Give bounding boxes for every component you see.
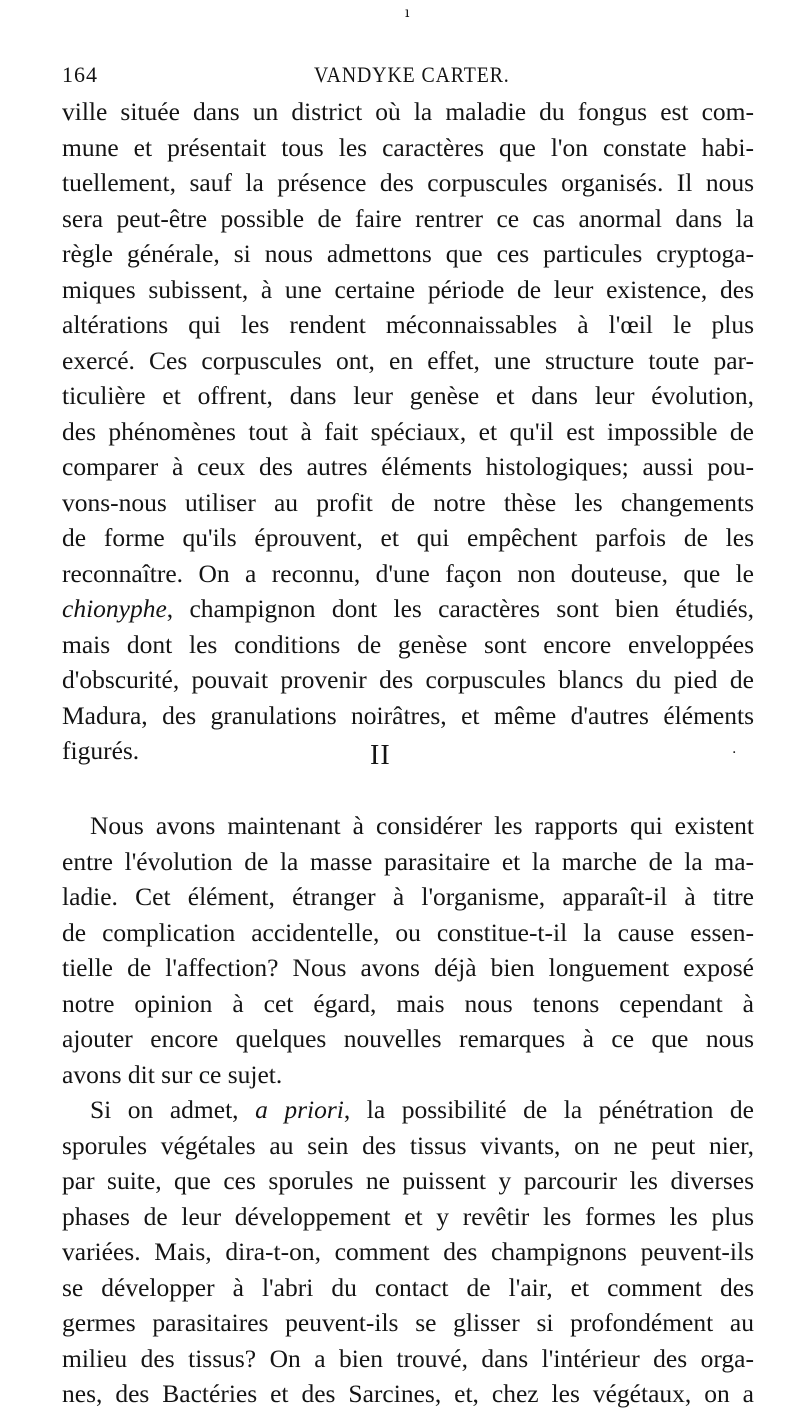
text-run: Si on admet, (90, 1095, 256, 1124)
running-head: VANDYKE CARTER. (314, 62, 510, 87)
text-line: notre opinion à cet égard, mais nous tenons cependant à (62, 988, 754, 1018)
text-line: vons-nous utiliser au profit de notre thèse les changements (62, 487, 754, 517)
text-line: sera peut-être possible de faire rentrer ce cas anormal dans la (62, 203, 754, 233)
text-line: se développer à l'abri du contact de l'air, et comment des (62, 1272, 754, 1302)
text-line: milieu des tissus? On a bien trouvé, dans l'intérieur des orga- (62, 1343, 754, 1373)
text-line: entre l'évolution de la masse parasitaire et la marche de la ma- (62, 846, 754, 876)
text-line: altérations qui les rendent méconnaissables à l'œil le plus (62, 310, 754, 339)
text-line: avons dit sur ce sujet. (62, 1059, 283, 1089)
italic-term: a priori (255, 1095, 344, 1124)
text-line (62, 1092, 754, 1128)
text-line: mune et présentait tous les caractères que l'on constate habi- (62, 132, 754, 162)
text-line: sporules végétales au sein des tissus vivants, on ne peut nier, (62, 1130, 754, 1160)
print-dot: · (732, 745, 737, 761)
text-line: phases de leur développement et y revêtir les formes les plus (62, 1201, 754, 1231)
text-line: variées. Mais, dira-t-on, comment des champignons peuvent-ils (62, 1237, 754, 1266)
italic-term: chionyphe (62, 594, 167, 623)
print-speck: ı (405, 5, 410, 21)
page-number: 164 (62, 62, 98, 87)
text-line: tuellement, sauf la présence des corpuscules organisés. Il nous (62, 168, 754, 197)
text-line: Madura, des granulations noirâtres, et même d'autres éléments (62, 700, 754, 730)
text-line: reconnaître. On a reconnu, d'une façon non douteuse, que le (62, 558, 754, 588)
text-line: par suite, que ces sporules ne puissent y parcourir les diverses (62, 1166, 754, 1195)
paragraph-2 (62, 808, 754, 1412)
text-line: ajouter encore quelques nouvelles remarques à ce que nous (62, 1024, 754, 1053)
section-heading: II (370, 740, 391, 771)
text-line: miques subissent, à une certaine période de leur existence, des (62, 274, 754, 304)
text-line: des phénomènes tout à fait spéciaux, et qu'il est impossible de (62, 416, 754, 446)
paragraph-1 (62, 94, 754, 769)
text-line: ville située dans un district où la maladie du fongus est com- (62, 97, 754, 126)
text-line: germes parasitaires peuvent-ils se glisser si profondément au (62, 1308, 754, 1337)
text-run: , champignon dont les caractères sont bien étudiés, (166, 594, 754, 623)
text-line (62, 591, 754, 627)
text-line: tielle de l'affection? Nous avons déjà bien longuement exposé (62, 953, 754, 982)
text-line: exercé. Ces corpuscules ont, en effet, une structure toute par- (62, 345, 754, 375)
text-line: mais dont les conditions de genèse sont encore enveloppées (62, 629, 754, 659)
text-line: de forme qu'ils éprouvent, et qui empêchent parfois de les (62, 523, 754, 552)
text-run: , la possibilité de la pénétration de (343, 1095, 754, 1124)
text-line: figurés. (62, 736, 140, 765)
text-line: comparer à ceux des autres éléments histologiques; aussi pou- (62, 452, 754, 481)
text-line: ticulière et offrent, dans leur genèse et dans leur évolution, (62, 381, 754, 410)
text-line: de complication accidentelle, ou constitue-t-il la cause essen- (62, 917, 754, 947)
text-line: Nous avons maintenant à considérer les rapports qui existent (90, 811, 754, 840)
text-line: ladie. Cet élément, étranger à l'organisme, apparaît-il à titre (62, 882, 754, 911)
page-header (62, 62, 758, 98)
text-line: règle générale, si nous admettons que ces particules cryptoga- (62, 239, 754, 268)
text-line: d'obscurité, pouvait provenir des corpuscules blancs du pied de (62, 665, 754, 694)
text-line: nes, des Bactéries et des Sarcines, et, chez les végétaux, on a (62, 1379, 754, 1408)
